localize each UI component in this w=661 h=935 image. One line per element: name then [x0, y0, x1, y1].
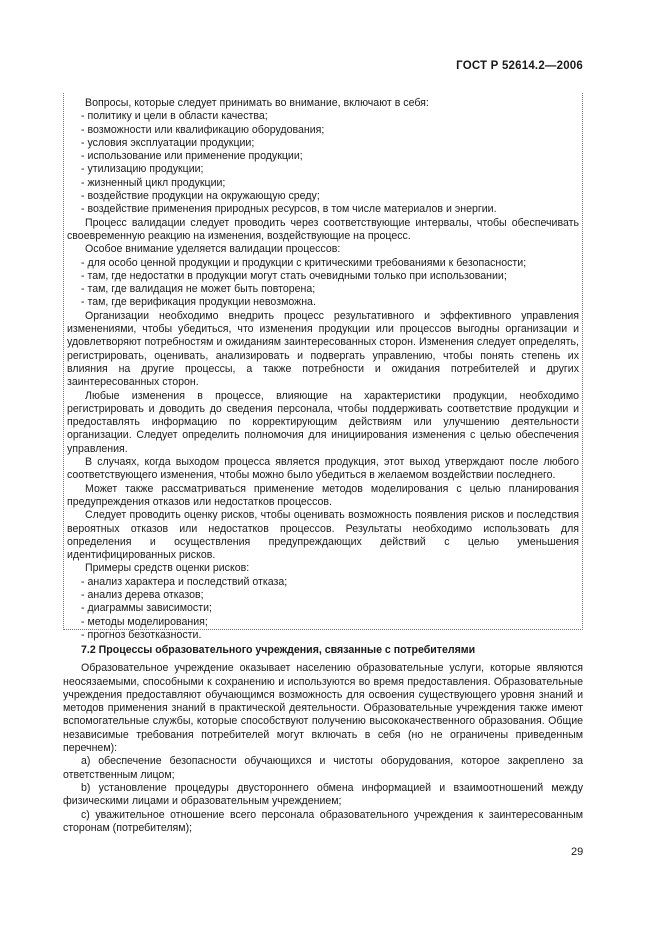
- page-number: 29: [571, 846, 584, 858]
- list-item: - для особо ценной продукции и продукции с критическими требованиями к безопасности;: [81, 256, 527, 269]
- intro-paragraph: Вопросы, которые следует принимать во внимание, включают в себя:: [85, 97, 429, 109]
- examples-paragraph: Примеры средств оценки рисков:: [85, 562, 250, 575]
- validation-paragraph: Процесс валидации следует проводить через соответствующие интервалы, чтобы обеспечивать своевременную реакцию на изменения, воздействующие на процесс.: [67, 216, 579, 242]
- risk-tools-list: [67, 576, 579, 642]
- list-item: - воздействие применения природных ресурсов, в том числе материалов и энергии.: [81, 203, 497, 216]
- considerations-list: [67, 110, 579, 216]
- list-item: - там, где верификация продукции невозможна.: [81, 296, 316, 309]
- section-title: 7.2 Процессы образовательного учреждения, связанные с потребителями: [81, 644, 476, 656]
- document-code: ГОСТ Р 52614.2—2006: [456, 60, 583, 72]
- requirement-item: c) уважительное отношение всего персонала образовательного учреждения к заинтересованным сторонам (потребителям);: [63, 808, 583, 834]
- list-item: - условия эксплуатации продукции;: [81, 136, 255, 149]
- requirement-item: а) обеспечение безопасности обучающихся и чистоты оборудования, которое закреплено за ответственным лицом;: [63, 755, 583, 781]
- section-7-2: [63, 644, 583, 835]
- requirement-item: b) установление процедуры двустороннего обмена информацией и взаимоотношений между физическими лицами и образовательным учреждением;: [63, 781, 583, 808]
- list-item: - прогноз безотказности.: [81, 628, 202, 641]
- list-item: - там, где валидация не может быть повторена;: [81, 283, 316, 296]
- list-item: - воздействие продукции на окружающую среду;: [81, 190, 320, 203]
- list-item: - политику и цели в области качества;: [81, 110, 268, 123]
- list-item: - диаграммы зависимости;: [81, 602, 212, 615]
- list-item: - использование или применение продукции;: [81, 150, 303, 163]
- list-item: - возможности или квалификацию оборудования;: [81, 123, 325, 136]
- boxed-text: [63, 97, 583, 642]
- list-item: - утилизацию продукции;: [81, 163, 204, 176]
- changes-paragraph: Любые изменения в процессе, влияющие на характеристики продукции, необходимо регистрировать и доводить до сведения персонала, чтобы поддерживать соответствие продукции и предоставлять информацию по корректирующим действиям или улучшению деятельности организации. Следует определить полномочия для инициирования изменения с целью обеспечения управления.: [67, 389, 579, 455]
- validation-list: [67, 257, 579, 310]
- list-item: - там, где недостатки в продукции могут стать очевидными только при использовании;: [81, 269, 507, 282]
- output-paragraph: В случаях, когда выходом процесса является продукция, этот выход утверждают после любого соответствующего изменения, чтобы можно было убедиться в желаемом воздействии последнего.: [67, 456, 579, 482]
- list-item: - жизненный цикл продукции;: [81, 176, 226, 189]
- list-item: - анализ характера и последствий отказа;: [81, 575, 288, 588]
- list-item: - анализ дерева отказов;: [81, 588, 204, 601]
- risk-paragraph: Следует проводить оценку рисков, чтобы оценивать возможность появления рисков и последствия вероятных отказов или недостатков процессов. Результаты необходимо использовать для определения и осуществления предупреждающих действий с целью уменьшения идентифицированных рисков.: [67, 509, 579, 562]
- change-management-paragraph: Организации необходимо внедрить процесс результативного и эффективного управления изменениями, чтобы убедиться, что изменения продукции или процессов выгодны организации и удовлетворяют потребностям и ожиданиям заинтересованных сторон. Изменения следует определять, регистрировать, оценивать, анализировать и подвергать управлению, чтобы понять степень их влияния на другие процессы, а также потребности и ожидания потребителей и других заинтересованных сторон.: [67, 309, 579, 389]
- modeling-paragraph: Может также рассматриваться применение методов моделирования с целью планирования предупреждения отказов или недостатков процессов.: [67, 482, 579, 508]
- section-paragraph: Образовательное учреждение оказывает населению образовательные услуги, которые являются неосязаемыми, способными к сохранению и используются во время предоставления. Образовательные учреждения предоставляют обучающимся возможность для освоения существующего уровня знаний и методов применения знаний в практической деятельности. Образовательные учреждения также имеют вспомогательные службы, которые способствуют получению высококачественного образования. Общие независимые требования потребителей могут включать в себя (но не ограничены приведенным перечнем):: [63, 662, 583, 755]
- list-item: - методы моделирования;: [81, 615, 208, 628]
- attention-paragraph: Особое внимание уделяется валидации процессов:: [85, 243, 341, 256]
